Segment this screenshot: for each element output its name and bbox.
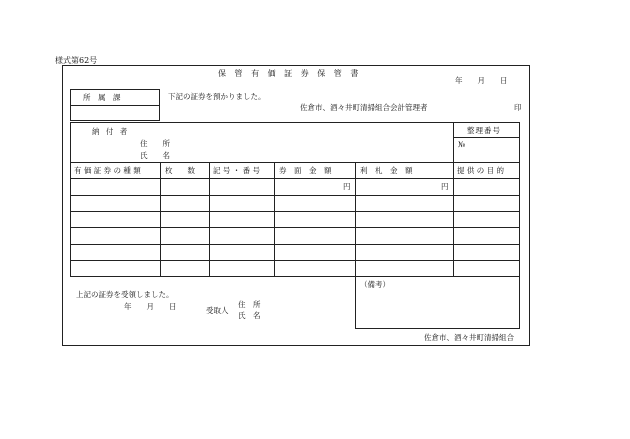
yen-unit-face: 円: [343, 182, 351, 191]
col-header-serial: 記 号 ・ 番 号: [213, 166, 261, 175]
col-header-face-value: 券 面 金 額: [279, 166, 332, 175]
table-row: [70, 211, 520, 212]
footer-org: 佐倉市、酒々井町清掃組合: [424, 333, 514, 342]
ref-no-label: 整理番号: [467, 126, 501, 135]
custodian-label: 佐倉市、酒々井町清掃組合会計管理者: [300, 103, 428, 112]
name-label: 氏 名: [140, 151, 170, 160]
table-row: [70, 244, 520, 245]
table-row: [70, 227, 520, 228]
address-label: 住 所: [140, 139, 170, 148]
return-text: 上記の証券を受領しました。: [76, 290, 174, 299]
received-text: 下記の証券を預かりました。: [168, 92, 266, 101]
payer-label: 納 付 者: [92, 127, 130, 136]
return-date-label: 年 月 日: [124, 302, 177, 311]
remarks-label: （備考）: [360, 280, 390, 289]
recipient-label: 受取人: [206, 306, 229, 315]
dept-label: 所 属 課: [83, 93, 121, 102]
table-row: [70, 260, 520, 261]
yen-unit-coupon: 円: [441, 182, 449, 191]
col-header-count: 枚 数: [165, 166, 195, 175]
col-header-coupon-value: 利 札 金 額: [360, 166, 413, 175]
form-title: 保 管 有 価 証 券 保 管 書: [218, 69, 359, 78]
no-label: №: [458, 140, 466, 149]
recipient-address-label: 住 所: [238, 300, 261, 309]
table-row: [70, 195, 520, 196]
form-number: 様式第62号: [55, 56, 98, 65]
seal-label: 印: [514, 103, 522, 112]
date-label: 年 月 日: [455, 76, 508, 85]
recipient-name-label: 氏 名: [238, 311, 261, 320]
col-header-type: 有 価 証 券 の 種 類: [74, 166, 141, 175]
col-header-purpose: 提 供 の 目 的: [457, 166, 505, 175]
